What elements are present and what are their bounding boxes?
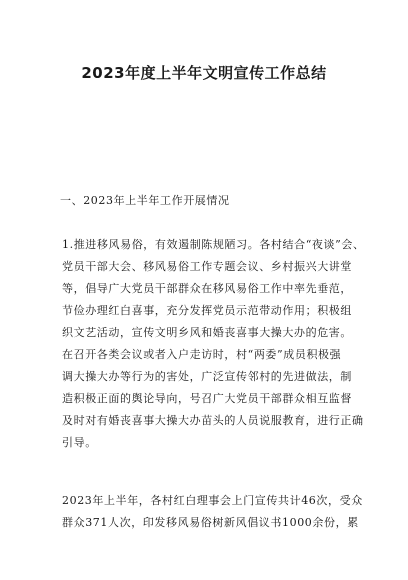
section-heading: 一、2023年上半年工作开展情况 [60, 194, 230, 207]
paragraph-line: 造积极正面的舆论导向，号召广大党员干部群众相互监督 [62, 392, 352, 405]
paragraph-line: 等，倡导广大党员干部群众在移风易俗工作中率先垂范， [62, 282, 352, 295]
paragraph-line: 党员干部大会、移风易俗工作专题会议、乡村振兴大讲堂 [62, 260, 352, 273]
paragraph-line: 在召开各类会议或者入户走访时，村“两委”成员积极强 [62, 348, 342, 361]
paragraph-line: 2023年上半年，各村红白理事会上门宣传共计46次，受众 [62, 494, 363, 507]
paragraph-line: 引导。 [62, 436, 97, 449]
paragraph-line: 织文艺活动，宣传文明乡风和婚丧喜事大操大办的危害。 [62, 326, 352, 339]
paragraph-line: 节俭办理红白喜事，充分发挥党员示范带动作用；积极组 [62, 304, 352, 317]
paragraph-line: 1.推进移风易俗，有效遏制陈规陋习。各村结合“夜谈”会、 [62, 238, 365, 251]
paragraph-line: 及时对有婚丧喜事大操大办苗头的人员说服教育，进行正确 [62, 414, 364, 427]
paragraph-line: 调大操大办等行为的害处，广泛宣传邻村的先进做法，制 [62, 370, 352, 383]
paragraph-line: 群众371人次，印发移风易俗树新风倡议书1000余份，累 [62, 516, 359, 529]
document-title: 2023年度上半年文明宣传工作总结 [81, 64, 327, 82]
